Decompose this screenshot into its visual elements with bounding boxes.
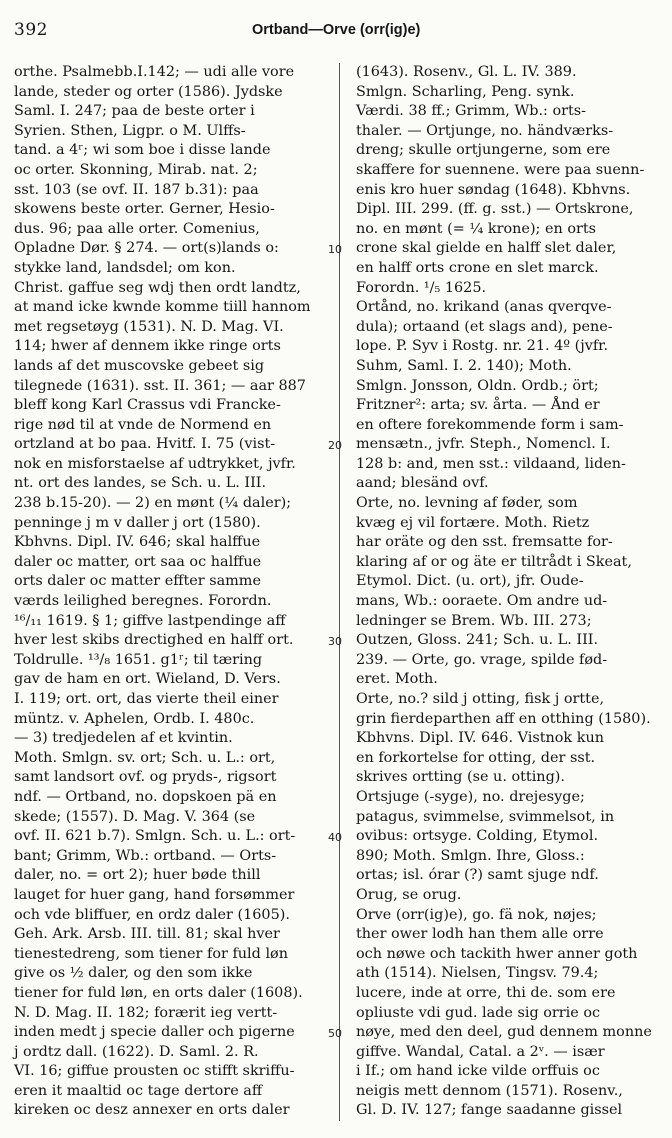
line-number: 10	[328, 243, 342, 257]
text-line: klaring af or og äte er tiltrådt i Skeat,	[356, 553, 632, 570]
text-line: en halff orts crone en slet marck.	[356, 259, 599, 276]
text-line: ovibus: ortsyge. Colding, Etymol.	[356, 828, 599, 845]
text-line: ortzland at bo paa. Hvitf. I. 75 (vist-	[14, 436, 276, 453]
text-line: Ortsjuge (-syge), no. drejesyge;	[356, 788, 585, 805]
text-line: tienestedreng, som tiener for fuld løn	[14, 945, 288, 962]
text-line: opliuste vdi gud. lade sig orrie oc	[356, 1004, 601, 1021]
text-line: kvæg ej vil fortære. Moth. Rietz	[356, 514, 590, 531]
text-line: en oftere forekommende form i sam-	[356, 416, 624, 433]
text-line: N. D. Mag. II. 182; forærit ieg vertt-	[14, 1004, 278, 1021]
text-line: Værdi. 38 ff.; Grimm, Wb.: orts-	[356, 103, 587, 120]
text-line: Gl. D. IV. 127; fange saadanne gissel	[356, 1102, 623, 1119]
text-line: mensætn., jvfr. Steph., Nomencl. I.	[356, 436, 611, 453]
text-line: 239. — Orte, go. vrage, spilde fød-	[356, 651, 608, 668]
text-line: VI. 16; giffue prousten oc stifft skriffu-	[14, 1063, 295, 1080]
text-line: Christ. gaffue seg wdj then ordt landtz,	[14, 279, 301, 296]
text-line: daler oc matter, ort saa oc halffue	[14, 553, 262, 570]
text-line: Orte, no. levning af føder, som	[356, 495, 578, 512]
text-line: ath (1514). Nielsen, Tingsv. 79.4;	[356, 965, 599, 982]
text-line: müntz. v. Aphelen, Ordb. I. 480c.	[14, 710, 255, 727]
text-line: ndf. — Ortband, no. dopskoen pä en	[14, 788, 277, 805]
text-line: crone skal gielde en halff slet daler,	[356, 240, 617, 257]
text-line: at mand icke kwnde komme tiill hannom	[14, 299, 311, 316]
text-line: giffve. Wandal, Catal. a 2ᵛ. — især	[356, 1043, 605, 1060]
text-line: give os ½ daler, og den som ikke	[14, 965, 253, 982]
text-line: Syrien. Sthen, Ligpr. o M. Ulffs-	[14, 122, 246, 139]
running-head: Ortband—Orve (orr(ig)e)	[252, 22, 421, 38]
text-line: tiener for fuld løn, en orts daler (1608).	[14, 984, 303, 1001]
text-line: no. en mønt (= ¼ krone); en orts	[356, 220, 597, 237]
text-line: nøye, med den deel, gud dennem monne	[356, 1024, 652, 1041]
text-line: eret. Moth.	[356, 671, 438, 688]
text-line: (1643). Rosenv., Gl. L. IV. 389.	[356, 64, 577, 80]
text-line: lope. P. Syv i Rostg. nr. 21. 4º (jvfr.	[356, 338, 609, 355]
text-line: eren it maaltid oc tage dertore aff	[14, 1082, 263, 1099]
text-line: orts daler oc matter effter samme	[14, 573, 261, 590]
text-line: hver lest skibs drectighed en halff ort.	[14, 632, 294, 649]
text-line: dus. 96; paa alle orter. Comenius,	[14, 220, 260, 237]
line-number: 50	[328, 1027, 342, 1041]
page-number: 392	[14, 20, 48, 40]
text-line: sst. 103 (se ovf. II. 187 b.31): paa	[14, 181, 259, 198]
text-line: neigis mett dennom (1571). Rosenv.,	[356, 1082, 623, 1099]
text-line: lande, steder og orter (1586). Jydske	[14, 83, 283, 100]
text-line: i If.; om hand icke vilde orffuis oc	[356, 1063, 600, 1080]
text-line: ortas; isl. órar (?) samt sjuge ndf.	[356, 867, 599, 884]
text-line: enis kro huer søndag (1648). Kbhvns.	[356, 181, 631, 198]
text-line: gav de ham en ort. Wieland, D. Vers.	[14, 671, 281, 688]
text-line: ledninger se Brem. Wb. III. 273;	[356, 612, 592, 629]
text-line: Fritzner²: arta; sv. årta. — Ånd er	[356, 397, 600, 414]
text-line: har oräte og den sst. fremsatte for-	[356, 534, 613, 551]
text-line: lauget for huer gang, hand forsømmer	[14, 886, 295, 903]
text-line: Orve (orr(ig)e), go. fä nok, nøjes;	[356, 906, 597, 923]
text-line: tand. a 4ʳ; wi som boe i disse lande	[14, 142, 271, 159]
column-divider	[339, 63, 340, 1121]
text-line: værds leilighed beregnes. Forordn.	[14, 593, 272, 610]
left-column	[14, 63, 320, 1121]
text-line: lands af det muscovske gebeet sig	[14, 357, 265, 374]
text-line: dreng; skulle ortjungerne, som ere	[356, 142, 611, 159]
text-line: orthe. Psalmebb.I.142; — udi alle vore	[14, 64, 295, 80]
text-line: met regsetøyg (1531). N. D. Mag. VI.	[14, 318, 284, 335]
text-line: Etymol. Dict. (u. ort), jfr. Oude-	[356, 573, 584, 590]
page-header	[0, 0, 672, 52]
text-line: grin fierdeparthen aff en otthing (1580).	[356, 710, 651, 727]
text-line: Smlgn. Jonsson, Oldn. Ordb.; ört;	[356, 377, 599, 394]
text-line: oc orter. Skonning, Mirab. nat. 2;	[14, 161, 258, 178]
text-line: 114; hwer af dennem ikke ringe orts	[14, 338, 281, 355]
text-line: kireken oc desz annexer en orts daler	[14, 1102, 290, 1119]
text-line: lucere, inde at orre, thi de. som ere	[356, 984, 616, 1001]
text-line: aand; blesänd ovf.	[356, 475, 489, 492]
text-line: inden medt j specie daller och pigerne	[14, 1024, 295, 1041]
text-line: samt landsort ovf. og pryds-, rigsort	[14, 769, 277, 786]
text-line: skrives ortting (se u. otting).	[356, 769, 565, 786]
text-line: bant; Grimm, Wb.: ortband. — Orts-	[14, 847, 277, 864]
text-line: Forordn. ¹/₅ 1625.	[356, 279, 487, 296]
text-line: ¹⁶/₁₁ 1619. § 1; giffve lastpendinge aff	[14, 612, 286, 629]
text-line: och nøwe och tackith hwer anner goth	[356, 945, 638, 962]
text-line: skede; (1557). D. Mag. V. 364 (se	[14, 808, 256, 825]
text-line: — 3) tredjedelen af et kvintin.	[14, 730, 233, 747]
text-line: ther ower lodh han them alle orre	[356, 926, 604, 943]
text-line: skaffere for suennene. were paa suenn-	[356, 161, 645, 178]
text-line: dula); ortaand (et slags and), pene-	[356, 318, 613, 335]
text-line: och vde bliffuer, en ordz daler (1605).	[14, 906, 290, 923]
text-line: 890; Moth. Smlgn. Ihre, Gloss.:	[356, 847, 585, 864]
text-line: Toldrulle. ¹³/₈ 1651. g1ʳ; til tæring	[14, 651, 263, 668]
line-number: 30	[328, 635, 342, 649]
text-line: 128 b: and, men sst.: vildaand, liden-	[356, 455, 626, 472]
text-line: rige nød til at vnde de Normend en	[14, 416, 272, 433]
text-line: tilegnede (1631). sst. II. 361; — aar 887	[14, 377, 306, 394]
text-line: mans, Wb.: ooraete. Om andre ud-	[356, 593, 608, 610]
text-line: j ordtz dall. (1622). D. Saml. 2. R.	[14, 1043, 259, 1060]
line-number: 20	[328, 439, 342, 453]
text-line: 238 b.15-20). — 2) en mønt (¼ daler);	[14, 495, 292, 512]
text-line: Suhm, Saml. I. 2. 140); Moth.	[356, 357, 572, 374]
text-line: Smlgn. Scharling, Peng. synk.	[356, 83, 575, 100]
text-line: I. 119; ort. ort, das vierte theil einer	[14, 691, 279, 707]
text-line: Saml. I. 247; paa de beste orter i	[14, 103, 255, 120]
text-line: Orug, se orug.	[356, 886, 462, 903]
text-line: skowens beste orter. Gerner, Hesio-	[14, 201, 275, 218]
line-number: 40	[328, 831, 342, 845]
text-line: daler, no. = ort 2); huer bøde thill	[14, 867, 261, 884]
right-column	[356, 63, 664, 1121]
text-line: ovf. II. 621 b.7). Smlgn. Sch. u. L.: ort-	[14, 828, 296, 845]
text-line: bleff kong Karl Crassus vdi Francke-	[14, 397, 281, 414]
text-line: nt. ort des landes, se Sch. u. L. III.	[14, 475, 267, 492]
text-line: Opladne Dør. § 274. — ort(s)lands o:	[14, 240, 279, 257]
text-line: Moth. Smlgn. sv. ort; Sch. u. L.: ort,	[14, 749, 276, 766]
text-line: Orte, no.? sild j otting, fisk j ortte,	[356, 691, 605, 707]
text-line: nok en misforstaelse af udtrykket, jvfr.	[14, 455, 296, 472]
text-line: patagus, svimmelse, svimmelsot, in	[356, 808, 615, 825]
text-line: penninge j m v daller j ort (1580).	[14, 514, 261, 531]
text-line: Kbhvns. Dipl. IV. 646. Vistnok kun	[356, 730, 604, 747]
text-line: Dipl. III. 299. (ff. g. sst.) — Ortskrone,	[356, 201, 634, 218]
text-line: thaler. — Ortjunge, no. händværks-	[356, 122, 614, 139]
text-line: Ortånd, no. krikand (anas qverqve-	[356, 299, 612, 316]
text-line: stykke land, landsdel; om kon.	[14, 259, 236, 276]
text-line: Kbhvns. Dipl. IV. 646; skal halffue	[14, 534, 261, 551]
text-line: Geh. Ark. Arsb. III. till. 81; skal hver	[14, 926, 280, 943]
text-line: Outzen, Gloss. 241; Sch. u. L. III.	[356, 632, 599, 649]
text-line: en forkortelse for otting, der sst.	[356, 749, 596, 766]
